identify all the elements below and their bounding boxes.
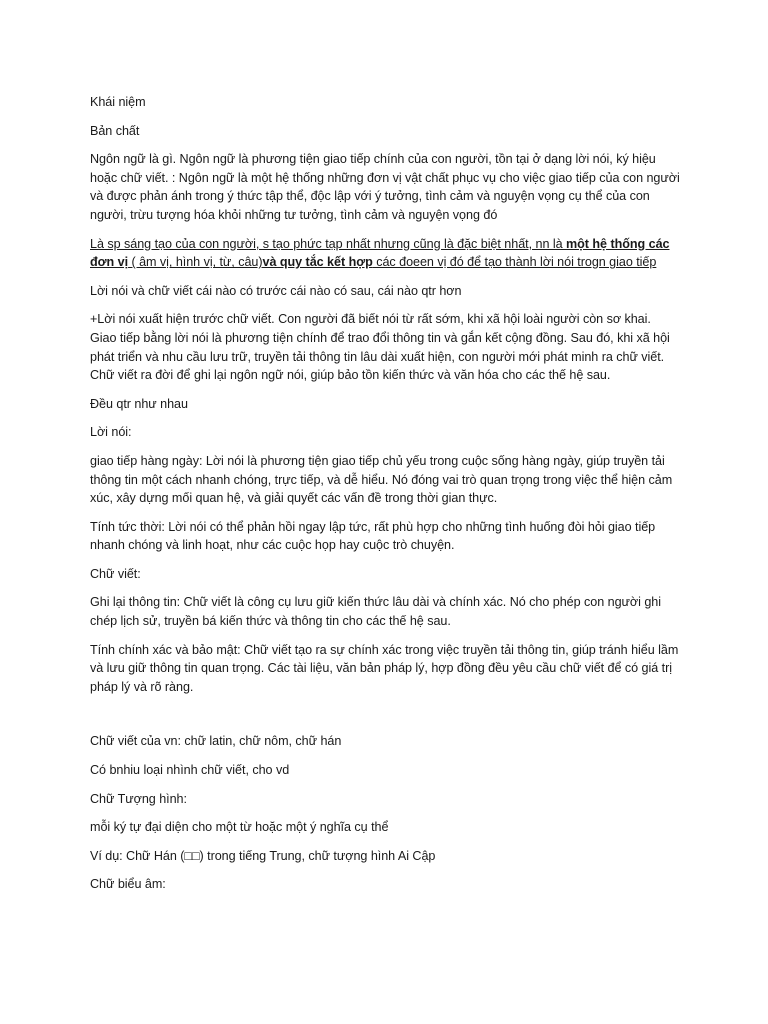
line-script-types: Có bnhiu loại nhình chữ viết, cho vd: [90, 763, 290, 778]
paragraph-definition: Ngôn ngữ là gì. Ngôn ngữ là phương tiện giao tiếp chính của con người, tồn tại ở dạng lời nói, ký hiệu hoặc chữ viết. : Ngôn ngữ là một hệ thống những đơn vị vật chất phục vụ cho việc giao tiếp của con người và được phản ánh trong ý thức tập thể, độc lập với ý tưởng, tình cảm và nguyện vọng cụ thể của con người, trừu tượng hóa khỏi những tư tưởng, tình cảm và nguyện vọng đó: [90, 152, 680, 222]
document-page: [90, 93, 680, 904]
paragraph-accuracy: Tính chính xác và bảo mật: Chữ viết tạo ra sự chính xác trong việc truyền tải thông tin, giúp tránh hiểu lầm và lưu giữ thông tin quan trọng. Các tài liệu, văn bản pháp lý, hợp đồng đều yêu cầu chữ viết để có giá trị pháp lý và rõ ràng.: [90, 642, 679, 694]
paragraph-record-info: Ghi lại thông tin: Chữ viết là công cụ lưu giữ kiến thức lâu dài và chính xác. Nó cho phép con người ghi chép lịch sử, truyền bá kiến thức và thông tin cho các thế hệ sau.: [90, 595, 661, 629]
paragraph-speech-first: +Lời nói xuất hiện trước chữ viết. Con người đã biết nói từ rất sớm, khi xã hội loài người còn sơ khai. Giao tiếp bằng lời nói là phương tiện chính để trao đổi thông tin và gắn kết cộng đồng. Sau đó, khi xã hội phát triển và nhu cầu lưu trữ, truyền tải thông tin lâu dài xuất hiện, con người mới phát minh ra chữ viết. Chữ viết ra đời để ghi lại ngôn ngữ nói, giúp bảo tồn kiến thức và văn hóa cho các thế hệ sau.: [90, 312, 670, 383]
bold-run-don-vi: một hệ thống các đơn vị: [90, 236, 670, 270]
heading-bieu-am: Chữ biểu âm:: [90, 877, 166, 892]
blank-line: [90, 706, 680, 732]
heading-khai-niem: Khái niệm: [90, 95, 146, 109]
paragraph-underlined-definition: [90, 235, 680, 272]
text-run: ( âm vị, hình vị, từ, câu): [128, 255, 263, 270]
heading-ban-chat: Bản chất: [90, 123, 140, 138]
paragraph-daily-communication: giao tiếp hàng ngày: Lời nói là phương tiện giao tiếp chủ yếu trong cuộc sống hàng ngày, giúp truyền tải thông tin một cách nhanh chóng, trực tiếp, và dễ hiểu. Nó đóng vai trò quan trọng trong việc thể hiện cảm xúc, xây dựng mối quan hệ, và giải quyết các vấn đề trong thời gian thực.: [90, 453, 673, 506]
heading-chu-viet: Chữ viết:: [90, 566, 141, 581]
line-equal-importance: Đều qtr như nhau: [90, 396, 188, 411]
line-vn-scripts: Chữ viết của vn: chữ latin, chữ nôm, chữ hán: [90, 734, 342, 749]
heading-tuong-hinh: Chữ Tượng hình:: [90, 791, 187, 806]
text-run: Là sp sáng tạo của con người, s tạo phức tạp nhất nhưng cũng là đặc biệt nhất, nn là: [90, 236, 567, 251]
heading-loi-noi: Lời nói:: [90, 425, 132, 440]
question-line: Lời nói và chữ viết cái nào có trước cái nào có sau, cái nào qtr hơn: [90, 283, 462, 298]
text-run: các đoeen vị đó để tạo thành lời nói trogn giao tiếp: [372, 255, 657, 270]
line-logogram-description: mỗi ký tự đại diện cho một từ hoặc một ý nghĩa cụ thể: [90, 820, 389, 835]
paragraph-immediacy: Tính tức thời: Lời nói có thể phản hồi ngay lập tức, rất phù hợp cho những tình huống đòi hỏi giao tiếp nhanh chóng và linh hoạt, như các cuộc họp hay cuộc trò chuyện.: [90, 519, 656, 553]
line-example: Ví dụ: Chữ Hán (□□) trong tiếng Trung, chữ tượng hình Ai Cập: [90, 848, 436, 863]
bold-run-quy-tac: và quy tắc kết hợp: [262, 255, 373, 270]
